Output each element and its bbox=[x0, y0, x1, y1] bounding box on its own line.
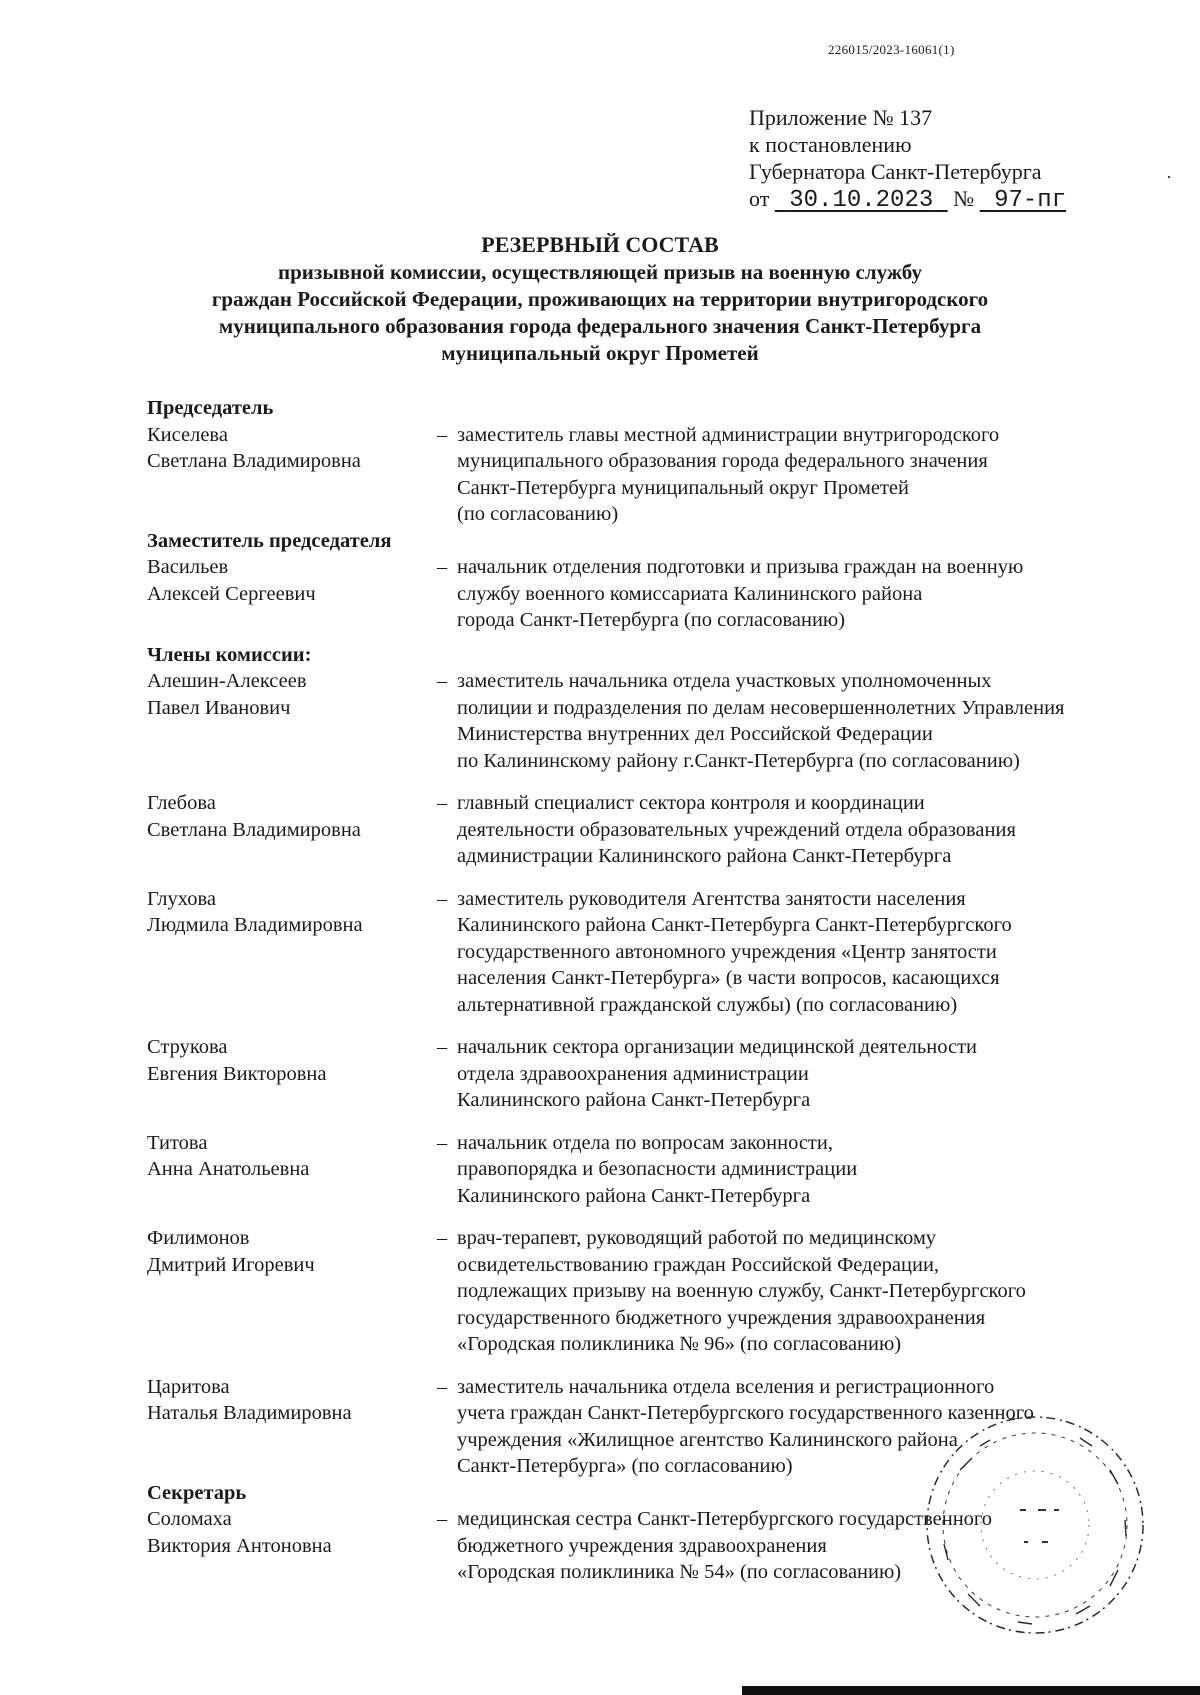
member-position: врач-терапевт, руководящий работой по медицинскому освидетельствованию граждан Российской Федерации, подлежащих призыву на военную службу, Санкт-Петербургского государственного бюджетного учреждения здравоохранения «Городская поликлиника № 96» (по согласованию) bbox=[457, 1227, 1026, 1355]
member-position: начальник отделения подготовки и призыва граждан на военную службу военного комиссариата Калининского района города Санкт-Петербурга (по согласованию) bbox=[457, 556, 1024, 631]
member-position: начальник сектора организации медицинской деятельности отдела здравоохранения администрации Калининского района Санкт-Петербурга bbox=[457, 1036, 978, 1111]
member-name: Соломаха Виктория Антоновна bbox=[147, 1508, 332, 1557]
member-dash: – bbox=[436, 1375, 448, 1398]
scan-speck bbox=[1168, 176, 1170, 178]
member-name: Алешин-Алексеев Павел Иванович bbox=[147, 670, 307, 719]
member-name: Васильев Алексей Сергеевич bbox=[147, 556, 316, 605]
section-chair: Председатель bbox=[147, 397, 274, 419]
heading-title: РЕЗЕРВНЫЙ СОСТАВ bbox=[481, 232, 719, 257]
appendix-line-2: к постановлению bbox=[749, 132, 912, 157]
member-dash: – bbox=[436, 887, 448, 910]
member-position: главный специалист сектора контроля и координации деятельности образовательных учреждений отдела образования администрации Калининского района Санкт-Петербурга bbox=[457, 792, 1016, 867]
appendix-line-3: Губернатора Санкт-Петербурга bbox=[749, 159, 1042, 184]
member-dash: – bbox=[436, 1508, 448, 1530]
appendix-line-1: Приложение № 137 bbox=[749, 105, 933, 130]
appendix-block bbox=[749, 104, 1066, 214]
member-dash: – bbox=[436, 1131, 448, 1154]
member-row bbox=[147, 554, 1157, 634]
member-position: медицинская сестра Санкт-Петербургского государственного бюджетного учреждения здравоохранения «Городская поликлиника № 54» (по согласованию) bbox=[457, 1508, 993, 1583]
section-members: Члены комиссии: bbox=[147, 643, 312, 666]
member-row bbox=[147, 1034, 1157, 1114]
member-name: Глухова Людмила Владимировна bbox=[147, 887, 363, 936]
member-dash: – bbox=[436, 423, 448, 446]
member-row bbox=[147, 422, 1157, 528]
member-row bbox=[147, 790, 1157, 870]
member-name: Филимонов Дмитрий Игоревич bbox=[147, 1227, 315, 1276]
member-dash: – bbox=[436, 670, 448, 692]
decree-number: 97-пг bbox=[994, 187, 1067, 214]
number-prefix: № bbox=[953, 186, 975, 211]
heading-line-3: муниципального образования города федерального значения Санкт-Петербурга bbox=[218, 314, 982, 338]
member-row bbox=[147, 1225, 1157, 1358]
member-row bbox=[147, 668, 1157, 774]
member-row bbox=[147, 886, 1157, 1019]
document-number: 226015/2023-16061(1) bbox=[828, 42, 955, 57]
member-dash: – bbox=[436, 1227, 448, 1249]
decree-date: 30.10.2023 bbox=[789, 187, 934, 214]
scan-edge-bar bbox=[742, 1686, 1200, 1695]
member-row bbox=[147, 1130, 1157, 1210]
appendix-date-line bbox=[749, 185, 1066, 214]
member-name: Киселева Светлана Владимировна bbox=[147, 423, 361, 472]
heading-line-1: призывной комиссии, осуществляющей призыв на военную службу bbox=[278, 260, 922, 284]
member-position: заместитель начальника отдела вселения и регистрационного учета граждан Санкт-Петербургского государственного казенного учреждения «Жилищное агентство Калининского района Санкт-Петербурга» (по согласованию) bbox=[457, 1375, 1034, 1477]
member-position: начальник отдела по вопросам законности, правопорядка и безопасности администрации Калининского района Санкт-Петербурга bbox=[457, 1131, 858, 1207]
member-name: Титова Анна Анатольевна bbox=[147, 1131, 310, 1180]
member-position: заместитель начальника отдела участковых уполномоченных полиции и подразделения по делам несовершеннолетних Управления Министерства внутренних дел Российской Федерации по Калининскому району г.Санкт-Петербурга (по согласованию) bbox=[457, 670, 1065, 772]
official-seal-icon bbox=[920, 1410, 1150, 1640]
member-dash: – bbox=[436, 792, 448, 814]
document-heading bbox=[60, 230, 1140, 367]
member-position: заместитель главы местной администрации внутригородского муниципального образования города федерального значения Санкт-Петербурга муниципальный округ Прометей (по согласованию) bbox=[457, 423, 1000, 525]
date-prefix: от bbox=[749, 186, 770, 211]
commission-roster bbox=[147, 395, 1157, 1586]
member-name: Струкова Евгения Викторовна bbox=[147, 1036, 327, 1085]
member-name: Глебова Светлана Владимировна bbox=[147, 792, 361, 841]
member-dash: – bbox=[436, 556, 448, 578]
section-secretary: Секретарь bbox=[147, 1481, 247, 1504]
member-dash: – bbox=[436, 1036, 448, 1058]
heading-line-4: муниципальный округ Прометей bbox=[441, 341, 759, 365]
section-deputy: Заместитель председателя bbox=[147, 529, 392, 552]
heading-line-2: граждан Российской Федерации, проживающих на территории внутригородского bbox=[211, 287, 989, 311]
member-position: заместитель руководителя Агентства занятости населения Калининского района Санкт-Петербурга Санкт-Петербургского государственного автономного учреждения «Центр занятости населения Санкт-Петербурга» (в части вопросов, касающихся альтернативной гражданской службы) (по согласованию) bbox=[457, 887, 1012, 1016]
member-name: Царитова Наталья Владимировна bbox=[147, 1375, 352, 1424]
